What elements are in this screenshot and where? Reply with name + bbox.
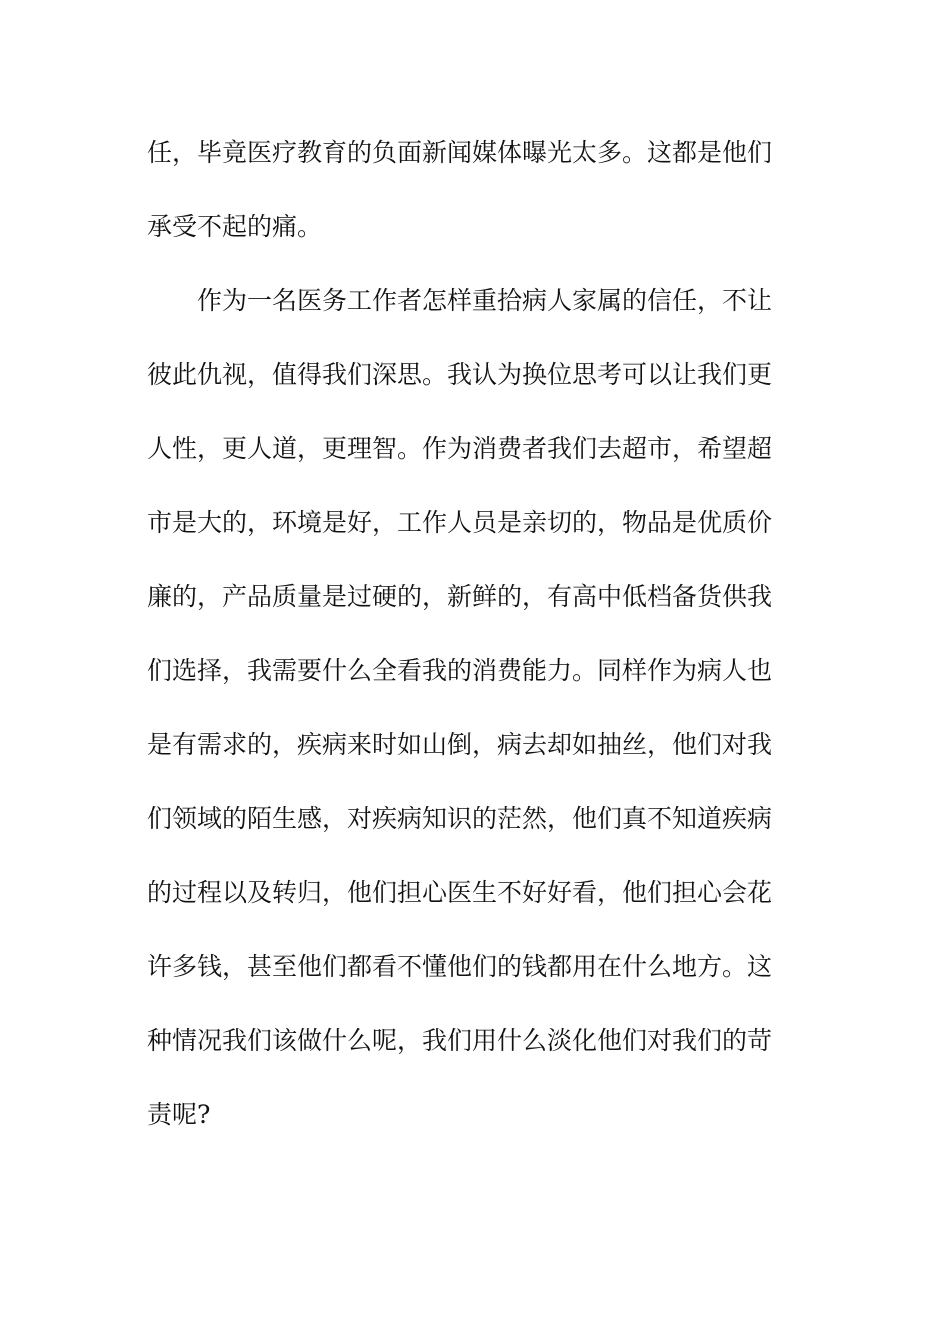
text-line: 是有需求的，疾病来时如山倒，病去却如抽丝，他们对我 [147, 730, 773, 759]
text-line: 作为一名医务工作者怎样重拾病人家属的信任，不让 [197, 286, 773, 315]
text-line: 彼此仇视，值得我们深思。我认为换位思考可以让我们更 [147, 360, 773, 389]
text-line: 的过程以及转归，他们担心医生不好好看，他们担心会花 [147, 878, 773, 907]
text-line: 们领域的陌生感，对疾病知识的茫然，他们真不知道疾病 [147, 804, 773, 833]
text-line: 承受不起的痛。 [147, 212, 323, 241]
document-body [147, 130, 787, 1166]
text-line: 廉的，产品质量是过硬的，新鲜的，有高中低档备货供我 [147, 582, 773, 611]
text-line: 任，毕竟医疗教育的负面新闻媒体曝光太多。这都是他们 [147, 138, 773, 167]
text-line: 种情况我们该做什么呢，我们用什么淡化他们对我们的苛 [147, 1026, 773, 1055]
text-line: 市是大的，环境是好，工作人员是亲切的，物品是优质价 [147, 508, 773, 537]
text-line: 责呢? [147, 1100, 211, 1129]
text-line: 人性，更人道，更理智。作为消费者我们去超市，希望超 [147, 434, 773, 463]
text-line: 许多钱，甚至他们都看不懂他们的钱都用在什么地方。这 [147, 952, 773, 981]
text-line: 们选择，我需要什么全看我的消费能力。同样作为病人也 [147, 656, 773, 685]
